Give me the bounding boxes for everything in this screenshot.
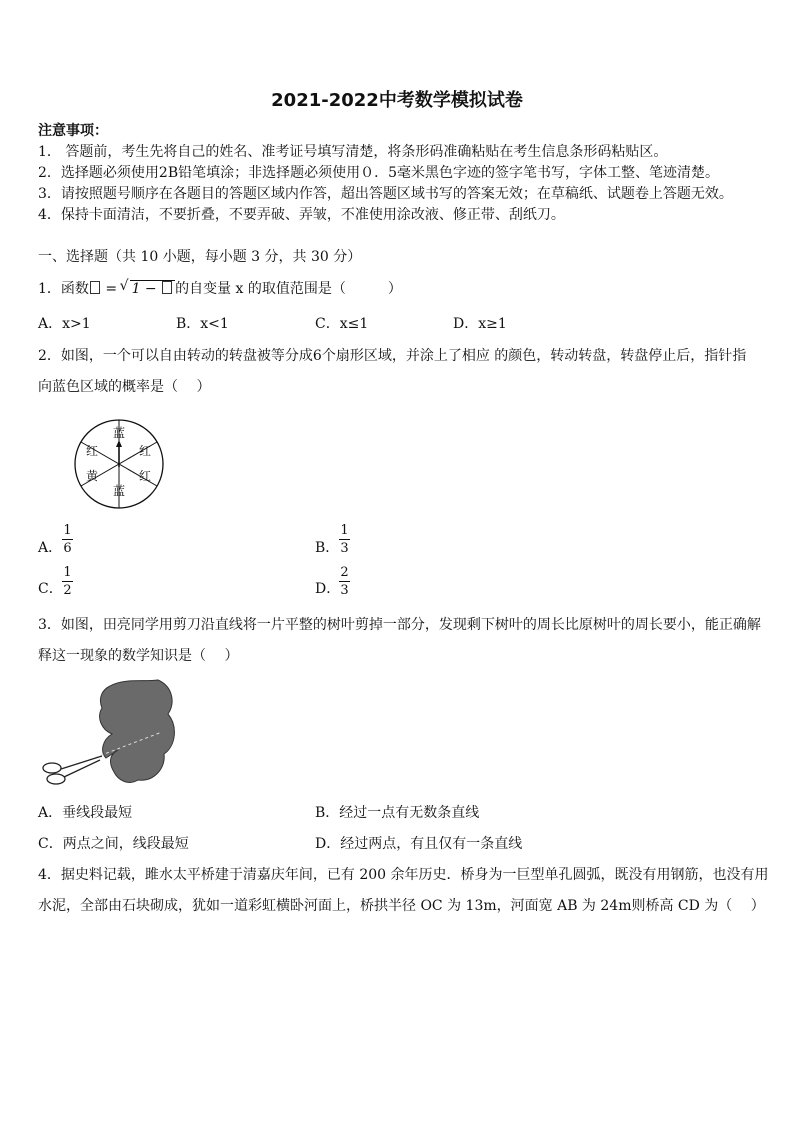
q3-text-line1: 3．如图，田亮同学用剪刀沿直线将一片平整的树叶剪掉一部分，发现剩下树叶的周长比原树叶的周长要小，能正确解 — [38, 617, 761, 633]
function-symbol — [90, 281, 100, 294]
q1-option-b: B．x<1 — [176, 316, 229, 332]
variable-symbol — [162, 281, 172, 294]
denominator: 3 — [340, 583, 349, 598]
q2-text-line1: 2．如图，一个可以自由转动的转盘被等分成6个扇形区域，并涂上了相应 的颜色，转动转盘，转盘停止后，指针指 — [38, 348, 747, 364]
denominator: 6 — [63, 541, 72, 556]
q3-text-line2: 释这一现象的数学知识是（ ） — [38, 648, 239, 664]
spinner-wheel-figure — [68, 417, 172, 511]
q1-option-a: A．x>1 — [38, 316, 91, 332]
leaf-shape — [100, 680, 175, 782]
q3-option-b: B．经过一点有无数条直线 — [315, 805, 480, 821]
wheel-label: 红 — [138, 469, 152, 483]
q2-option-c-fraction — [62, 565, 73, 598]
scissors-icon — [43, 756, 102, 784]
denominator: 2 — [63, 583, 72, 598]
q4-text-line1: 4．据史料记载，雎水太平桥建于清嘉庆年间，已有 200 余年历史．桥身为一巨型单孔圆弧，既没有用钢筋，也没有用 — [38, 867, 769, 883]
numerator: 2 — [340, 565, 349, 580]
q3-option-a: A．垂线段最短 — [38, 805, 133, 821]
q2-option-d-fraction — [339, 565, 350, 598]
notice-heading: 注意事项： — [38, 123, 108, 139]
wheel-label: 红 — [85, 444, 99, 458]
notice-item: 3．请按照题号顺序在各题目的答题区域内作答，超出答题区域书写的答案无效；在草稿纸、试题卷上答题无效。 — [38, 186, 733, 202]
numerator: 1 — [63, 565, 72, 580]
q2-option-b-fraction — [339, 523, 350, 556]
notice-item: 2．选择题必须使用2B铅笔填涂；非选择题必须使用０．5毫米黑色字迹的签字笔书写，字体工整、笔迹清楚。 — [38, 165, 720, 181]
section-heading: 一、选择题（共 10 小题，每小题 3 分，共 30 分） — [38, 249, 362, 265]
q2-option-b-letter: B． — [315, 540, 340, 556]
question-1 — [38, 278, 402, 298]
q2-text-line2: 向蓝色区域的概率是（ ） — [38, 379, 211, 395]
page-title: 2021-2022中考数学模拟试卷 — [271, 90, 523, 111]
q2-option-a-fraction — [62, 523, 73, 556]
wheel-label: 黄 — [85, 469, 99, 483]
sqrt-expression — [130, 280, 176, 297]
q2-option-c-letter: C． — [38, 581, 63, 597]
q1-radicand: 1 − — [131, 281, 162, 297]
q1-option-c: C．x≤1 — [315, 316, 369, 332]
q2-option-a-letter: A． — [38, 540, 63, 556]
numerator: 1 — [63, 523, 72, 538]
wheel-label: 红 — [138, 444, 152, 458]
notice-item: 1． 答题前，考生先将自己的姓名、准考证号填写清楚，将条形码准确粘贴在考生信息条形码粘贴区。 — [38, 144, 668, 160]
q1-option-d: D．x≥1 — [453, 316, 507, 332]
q1-suffix: 的自变量 x 的取值范围是（ ） — [175, 281, 402, 297]
q1-prefix: 1．函数 — [38, 281, 89, 297]
q3-option-d: D．经过两点，有且仅有一条直线 — [315, 836, 523, 852]
leaf-scissors-figure — [40, 676, 180, 788]
wheel-label: 蓝 — [112, 484, 126, 498]
q1-equals: = — [100, 281, 122, 297]
wheel-label: 蓝 — [112, 426, 126, 440]
numerator: 1 — [340, 523, 349, 538]
q4-text-line2: 水泥，全部由石块砌成，犹如一道彩虹横卧河面上，桥拱半径 OC 为 13m，河面宽 AB 为 24m则桥高 CD 为（ ） — [38, 898, 765, 914]
q2-option-d-letter: D． — [315, 581, 341, 597]
denominator: 3 — [340, 541, 349, 556]
q3-option-c: C．两点之间，线段最短 — [38, 836, 189, 852]
notice-item: 4．保持卡面清洁，不要折叠，不要弄破、弄皱，不准使用涂改液、修正带、刮纸刀。 — [38, 207, 565, 223]
